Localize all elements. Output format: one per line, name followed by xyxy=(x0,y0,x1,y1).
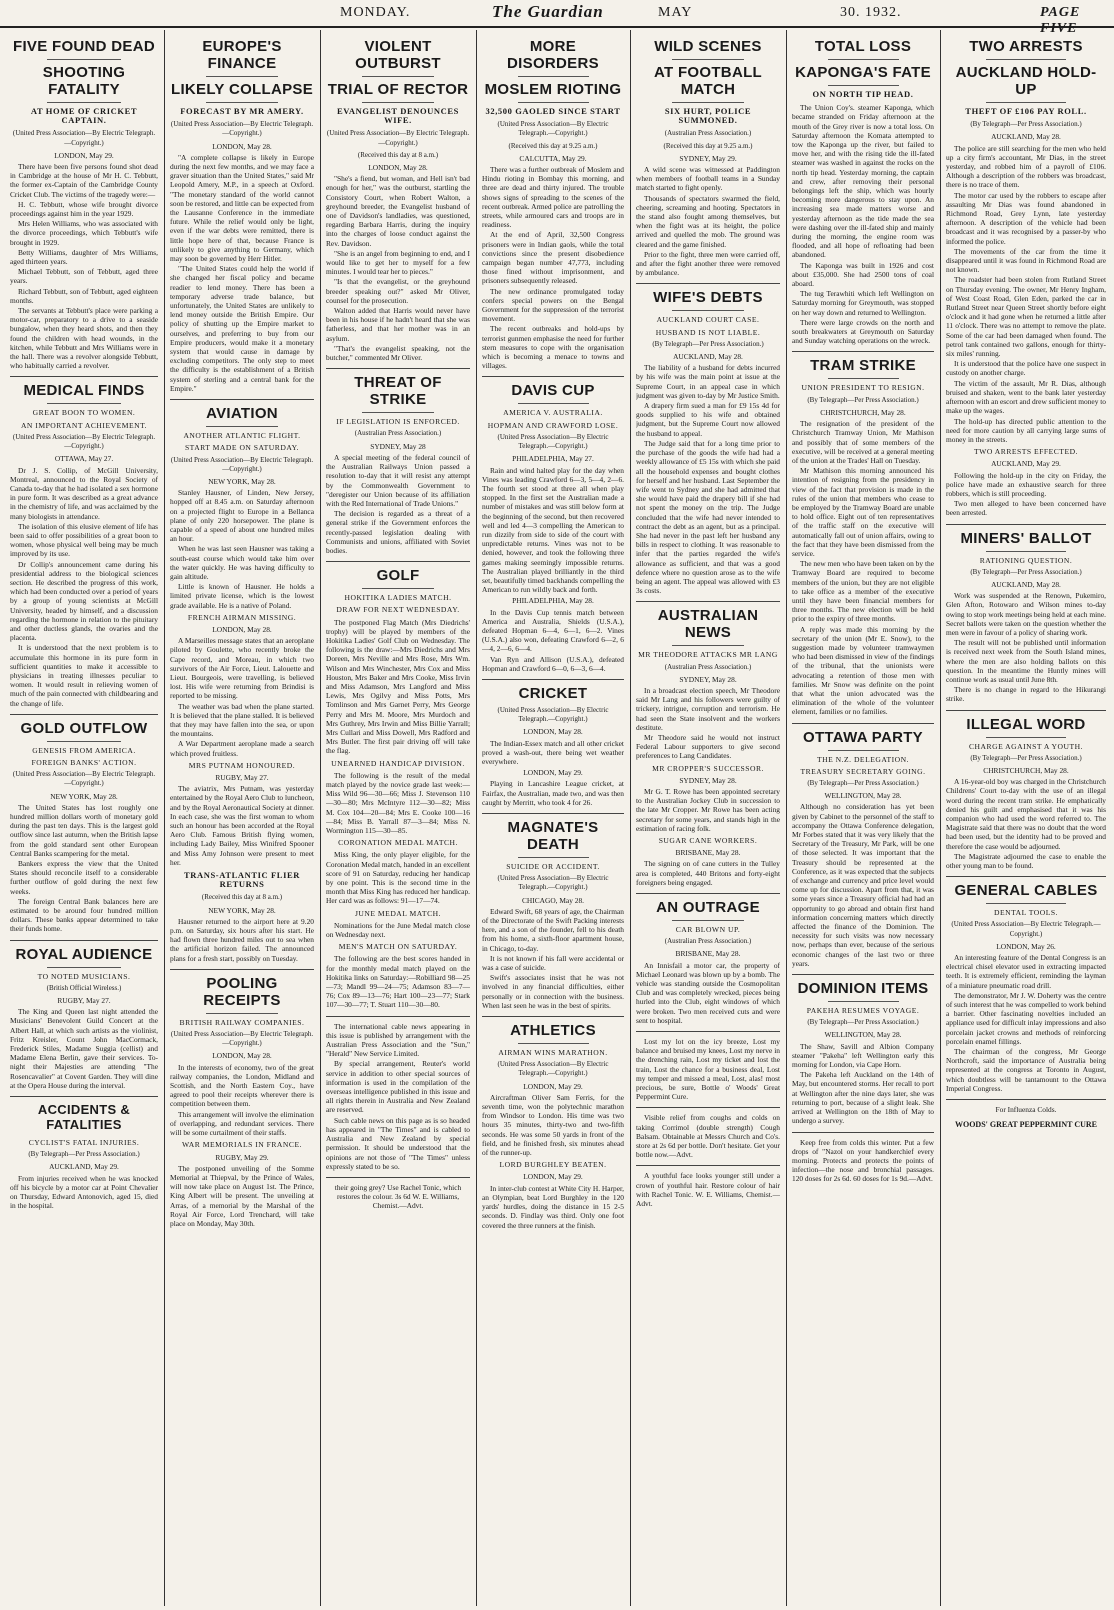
headline: DOMINION ITEMS xyxy=(797,980,929,998)
headline: MORE DISORDERS xyxy=(507,38,599,72)
paragraph: From injuries received when he was knocked off his bicycle by a motor car at Point Chevalier on Thursday, Edward Antonovich, aged 15, died in the hospital. xyxy=(10,1173,158,1211)
paragraph: An interesting feature of the Dental Congress is an electrical chisel elevator used in extracting impacted teeth. It is extremely efficient, reminding the layman of a miniature pneumatic road drill. xyxy=(946,953,1106,990)
column-rule xyxy=(786,30,787,1606)
received-note: (Received this day at 9.25 a.m.) xyxy=(663,141,753,150)
advertisement: Keep free from colds this winter. Put a few drops of "Nazol on your handkerchief every morning. Protects and protects the points of infection—the nose and bronchial passages. 120 doses for 2s 6d. 60 doses for 1s 9d.—Advt. xyxy=(792,1137,934,1184)
source-credit: (United Press Association—By Electric Telegraph.—Copyright.) xyxy=(12,432,156,451)
paragraph: The tug Terawhiti which left Wellington on Saturday morning for Greymouth, was stopped on her way down and returned to Wellington. xyxy=(792,289,934,317)
subheadline: FORECAST BY MR AMERY. xyxy=(180,106,304,116)
paragraph: A 16-year-old boy was charged in the Christchurch Childrens' Court to-day with the use of an illegal word during the recent tram strike. He emphatically denied his guilt and emphasised that it was his companion who had used the word referred to. The Magistrate said that there was no doubt that the word had been used, but the identity had to be proved and therefore the case would be adjourned. xyxy=(946,777,1106,851)
subheadline: START MADE ON SATURDAY. xyxy=(184,443,300,453)
column-rule xyxy=(940,30,941,1606)
source-credit: (By Telegraph—Per Press Association.) xyxy=(807,1018,919,1027)
headline: AVIATION xyxy=(206,405,278,423)
subheadline: MR THEODORE ATTACKS MR LANG xyxy=(638,650,778,660)
subheadline: TREASURY SECRETARY GOING. xyxy=(800,766,926,776)
dateline: WELLINGTON, May 28. xyxy=(824,1030,902,1040)
headline: AUSTRALIAN NEWS xyxy=(657,607,759,642)
paragraph: The United States has lost roughly one hundred million dollars worth of monetary gold during the past ten days. This is the largest gold outflow since last autumn, when the British lapse from the gold standard sent other European Central Banks scampering for the metal. xyxy=(10,802,158,858)
story-royal-audience xyxy=(10,946,158,1090)
received-note: (Received this day at 8 a.m.) xyxy=(201,893,283,902)
source-credit: (Australian Press Association.) xyxy=(664,129,752,138)
paragraph: The signing on of cane cutters in the Tulley area is completed, 440 Britons and forty-eight foreigners being engaged. xyxy=(636,859,780,887)
paragraph: The aviatrix, Mrs Putnam, was yesterday entertained by the Royal Aero Club to luncheon, and by the Royal Aeronautical Society at dinner. In each case, she was the first woman to whom such an honour has been accorded at the Royal Aero Club. Famous British flying women, including Lady Bailey, Miss Winifred Spooner and Miss Amy Johnson were present to meet her. xyxy=(170,784,314,867)
story-athletics xyxy=(482,1022,624,1230)
paragraph: In the Davis Cup tennis match between America and Australia, Shields (U.S.A.), defeated Hopman 6—4, 6—1, 6—2. Vines (U.S.A.) also won, defeating Crawford 6—2, 6—4, 2—6, 6—4. xyxy=(482,607,624,654)
paragraph: Walton added that Harris would never have been in his house if he hadn't heard that she was fatherless, and that her mother was in an asylum. xyxy=(326,306,470,343)
dateline: SYDNEY, May 29. xyxy=(679,153,737,163)
masthead xyxy=(0,0,1114,36)
story-violent-outburst xyxy=(326,38,470,362)
paragraph: The Pakeha left Auckland on the 14th of May, but encountered storms. Her recall to port at Wellington after the nine days later, she was returning to port, because of a slight leak. She arrived at Wellington on the 18th of May to undergo a survey. xyxy=(792,1070,934,1126)
headline: WIFE'S DEBTS xyxy=(653,289,763,307)
subheadline: IF LEGISLATION IS ENFORCED. xyxy=(336,417,460,427)
dateline: AUCKLAND, May 28. xyxy=(991,579,1061,589)
advertisement: A youthful face looks younger still under a crown of youthful hair. Restore colour of hair with Rachel Tonic. W. E. Williams, Chemist.—Advt. xyxy=(636,1171,780,1209)
column-3 xyxy=(326,34,470,1604)
story-pooling-receipts xyxy=(170,975,314,1228)
column-1 xyxy=(10,34,158,1604)
subheadline: TO NOTED MUSICIANS. xyxy=(37,971,131,981)
dateline: LONDON, May 29. xyxy=(54,150,114,160)
dateline: CHRISTCHURCH, May 28. xyxy=(820,407,906,417)
column-4 xyxy=(482,34,624,1604)
subheadline: GREAT BOON TO WOMEN. xyxy=(32,408,136,418)
dateline: BRISBANE, May 28. xyxy=(675,949,741,959)
dateline: WELLINGTON, May 28. xyxy=(824,791,902,801)
paragraph: Playing in Lancashire League cricket, at Fairfax, the Australian, made two, and was then caught by Merritt, who took 4 for 26. xyxy=(482,779,624,807)
subheadline: MR CROPPER'S SUCCESSOR. xyxy=(652,763,764,773)
paragraph: Such cable news on this page as is so headed has appeared in "The Times" and is cabled to Australia and New Zealand by special permission. It should be understood that the opinions are not those of "The Times" unless expressly stated to be so. xyxy=(326,1115,470,1171)
story-tram-strike xyxy=(792,357,934,716)
cable-news-notice xyxy=(326,1022,470,1171)
paragraph: This arrangement will involve the elimination of overlapping, and redundant services. There will be some curtailment of their staffs. xyxy=(170,1109,314,1138)
paragraph: There have been five persons found shot dead in Cambridge at the house of Mr H. C. Tebbutt, the former ex-Captain of the Cambridge County Cricket Club. The victims of the tragedy were:— xyxy=(10,162,158,199)
paragraph: An Innisfail a motor car, the property of Michael Leonard was blown up by a bomb. The vehicle was standing outside the Cosmopolitan Club and was completely wrecked, pieces being hurled into the Club, eight windows of which were broken. Two men received cuts and were sent to hospital. xyxy=(636,960,780,1025)
source-credit: (By Telegraph—Per Press Association.) xyxy=(807,395,919,404)
subheadline: LIKELY COLLAPSE xyxy=(170,81,314,98)
subheadline: AMERICA V. AUSTRALIA. xyxy=(503,408,603,418)
headline: DAVIS CUP xyxy=(511,382,595,400)
paragraph: The new ordinance promulgated today confers special powers on the Bengal Government for the suppression of the terrorist movement. xyxy=(482,286,624,324)
paragraph: The Shaw, Savill and Albion Company steamer "Pakeha" left Wellington early this morning for London, via Cape Horn. xyxy=(792,1041,934,1070)
paragraph: "That's the evangelist speaking, not the butcher," commented Mr Oliver. xyxy=(326,343,470,363)
paragraph: The victim of the assault, Mr R. Dias, although bruised and shaken, went to the bank later yesterday afternoon with an escort and drew sufficient money to make up the wages. xyxy=(946,378,1106,416)
source-credit: (By Telegraph—Per Press Association.) xyxy=(807,779,919,787)
source-credit: (By Telegraph—Per Press Association.) xyxy=(970,753,1082,762)
story-aviation xyxy=(170,405,314,963)
source-credit: (United Press Association—By Electric Telegraph.—Copyright.) xyxy=(170,120,314,138)
headline: EUROPE'S FINANCE xyxy=(202,38,282,72)
subheadline: THEFT OF £106 PAY ROLL. xyxy=(965,106,1087,116)
dateline: BRISBANE, May 28. xyxy=(675,848,741,858)
paragraph: The weather was bad when the plane started. It is believed that the plane stalled. It is believed that they may have fallen into the sea, or upon the mountains. xyxy=(170,701,314,739)
headline: ILLEGAL WORD xyxy=(966,715,1086,733)
paragraph: The recent outbreaks and hold-ups by terrorist gunmen emphasise the need for further stern measures to cope with the organisation which is becoming a menace to towns and villages. xyxy=(482,324,624,371)
advertisement: their going grey? Use Rachel Tonic, which restores the colour. 3s 6d W. E. Williams, Chemist.—Advt. xyxy=(334,1182,462,1211)
dateline: LONDON, May 28. xyxy=(212,624,272,634)
subheadline: 32,500 GAOLED SINCE START xyxy=(485,106,621,116)
source-credit: (Australian Press Association.) xyxy=(664,662,752,671)
advertisement: For Influenza Colds. xyxy=(995,1105,1057,1115)
source-credit: (United Press Association—By Electric Telegraph.—Copyright.) xyxy=(12,770,156,788)
headline: GENERAL CABLES xyxy=(954,882,1098,900)
source-credit: (By Telegraph—Per Press Association.) xyxy=(970,120,1082,129)
dateline: CHICAGO, May 28. xyxy=(522,895,584,905)
paragraph: The hold-up has directed public attention to the need for more caution by all carrying large sums of money in the streets. xyxy=(946,416,1106,444)
dateline: LONDON, May 28. xyxy=(212,141,272,151)
paragraph: The demonstrator, Mr J. W. Doherty was the centre of such interest that he was compelled to work behind a barrier. Other fascinating novelties included an appliance used for difficult inlay impressions and also porcelain jacket crowns and methods of reinforcing porcelain enamel fillings. xyxy=(946,990,1106,1046)
paragraph: It is understood that the police have one suspect in custody on another charge. xyxy=(946,359,1106,378)
paragraph: In inter-club contest at White City H. Harper, an Olympian, beat Lord Burghley in the 120 yards' hurdles, doing the distance in 15 2-5 seconds. D. Findlay was third. Only one foot covered the three runners at the finish. xyxy=(482,1183,624,1230)
source-credit: (By Telegraph—Per Press Association.) xyxy=(970,567,1082,576)
paragraph: Bankers express the view that the United States should reconcile itself to a considerable further outflow of gold during the next few weeks. xyxy=(10,859,158,896)
dateline: SYDNEY, May 28. xyxy=(679,775,737,785)
paragraph: The chairman of the congress, Mr George Northcroft, said the importance of Australia being represented at the congress at Toronto in August, which doubtless will be tantamount to the Ottawa Imperial Congress. xyxy=(946,1047,1106,1093)
dateline: LONDON, May 28. xyxy=(368,163,428,173)
source-credit: (United Press Association—By Electric Telegraph.—Copyright.) xyxy=(951,920,1101,938)
masthead-paper-title: The Guardian xyxy=(492,2,604,21)
column-rule xyxy=(630,30,631,1606)
story-miners-ballot xyxy=(946,530,1106,704)
headline: CRICKET xyxy=(518,684,588,702)
paragraph: The liability of a husband for debts incurred by his wife was the main point at issue at the Supreme Court, in an appeal case in which judgment was given to-day by Mr Justice Smith. xyxy=(636,363,780,400)
headline: TOTAL LOSS xyxy=(814,38,912,55)
headline: ROYAL AUDIENCE xyxy=(15,945,153,963)
dateline: LONDON, May 28. xyxy=(523,727,583,737)
story-australian-news xyxy=(636,607,780,887)
paragraph: "She is an angel from beginning to end, and I would like to get her to myself for a few minutes. I would tear her to pieces." xyxy=(326,248,470,277)
paragraph: Little is known of Hausner. He holds a limited private license, which is the lowest grade available. He is a native of Poland. xyxy=(170,582,314,610)
source-credit: (By Telegraph—Per Press Association.) xyxy=(652,339,764,348)
paragraph: A special meeting of the federal council of the Australian Railways Union passed a resolution to-day that it will resist any attempt by the Commonwealth Government to "deregister our Union because of its affiliation with the Red International of Trade Unions." xyxy=(326,452,470,508)
subheadline: LORD BURGHLEY BEATEN. xyxy=(499,1160,607,1170)
headline: THREAT OF STRIKE xyxy=(354,374,442,409)
headline: OTTAWA PARTY xyxy=(803,728,923,746)
subheadline: CORONATION MEDAL MATCH. xyxy=(338,838,458,848)
headline: AN OUTRAGE xyxy=(656,899,760,917)
dateline: SYDNEY, May 28. xyxy=(679,674,737,684)
subheadline: AUCKLAND COURT CASE. xyxy=(656,315,760,325)
paragraph: A reply was made this morning by the secretary of the union (Mr E. Snow), to the suggestion made by volunteer tramwaymen who had been dismissed in view of the findings of the tribunal, that the unionists were advocating a retention of those men with families. Mr Snow was definite on the point that what the union advocated was the elimination of the whole of the volunteer element, families or no families. xyxy=(792,624,934,717)
dateline: LONDON, May 29. xyxy=(523,768,583,778)
subheadline: TRANS-ATLANTIC FLIER RETURNS xyxy=(184,870,300,890)
headline: TRAM STRIKE xyxy=(810,357,916,375)
paragraph: "She's a fiend, but woman, and Hell isn't bad enough for her," was the outburst, startling the Consistory Court, when Robert Walton, a greyhound breeder, the Evangelist husband of one of Davidson's landladies, was questioned, regarding Barbara Harris, during the inquiry into the charges of loose conduct against the Rev. Davidson. xyxy=(326,174,470,248)
dateline: CALCUTTA, May 29. xyxy=(519,153,587,163)
subheadline: FRENCH AIRMAN MISSING. xyxy=(187,612,297,622)
dateline: RUGBY, May 27. xyxy=(215,773,269,782)
headline: FIVE FOUND DEAD xyxy=(12,38,155,55)
story-cricket xyxy=(482,685,624,807)
dateline: AUCKLAND, May 29. xyxy=(991,459,1061,469)
subheadline: HOPMAN AND CRAWFORD LOSE. xyxy=(487,420,619,430)
column-7 xyxy=(946,34,1106,1604)
story-wifes-debts xyxy=(636,289,780,595)
paragraph: The Union Coy's. steamer Kaponga, which became stranded on Friday afternoon at the mouth of the Grey river is now a total loss. On Saturday afternoon the Komata attempted to tow the Kaponga up the river, but failed to move her, and with the rising tide the ill-fated steamer was washed in against the rocks on the north tip head. Yesterday morning, the captain and crew, after removing their personal belongings left the ship, which was hourly becoming more dangerous to stay upon. An increasing sea made matters worse and yesterday afternoon as the tide made the sea were dashing over the ill-fated ship and mainly during the morning, the engine room was flooded, and all hope of refloating had been abandoned. xyxy=(792,103,934,260)
story-two-arrests xyxy=(946,38,1106,518)
masthead-day: MONDAY. xyxy=(340,5,411,20)
source-credit: (Australian Press Association.) xyxy=(664,937,752,946)
subheadline: ON NORTH TIP HEAD. xyxy=(812,89,914,99)
story-dominion-items xyxy=(792,980,934,1125)
paragraph: Thousands of spectators swarmed the field, cheering, screaming and hooting. Spectators in the stand also fought among themselves, but when the fight was at its height, the police arrived and quelled the mob. The ground was cleared and the game finished. xyxy=(636,193,780,249)
paragraph: There was a further outbreak of Moslem and Hindu rioting in Bombay this morning, and three are dead and thirty injured. The trouble shows signs of spreading to the scenes of the recent outbreak. Armed police are patrolling the streets, while armoured cars and troops are in readiness. xyxy=(482,165,624,230)
paragraph: H. C. Tebbutt, whose wife brought divorce proceedings against him in the year 1929. xyxy=(10,199,158,219)
subheadline: WAR MEMORIALS IN FRANCE. xyxy=(181,1140,302,1150)
subheadline: RATIONING QUESTION. xyxy=(979,555,1073,565)
story-an-outrage xyxy=(636,899,780,1025)
paragraph: Stanley Hausner, of Linden, New Jersey, hopped off at 8.45 a.m. on Saturday afternoon on a projected flight to Europe in a Bellanca plane of only 220 horsepower. The plane is capable of a speed of about one hundred miles an hour. xyxy=(170,488,314,544)
headline: GOLD OUTFLOW xyxy=(20,719,148,737)
paragraph: By special arrangement, Reuter's world service in addition to other special sources of information is used in the compilation of the overseas intelligence published in this issue and all rights therein in Australia and New Zealand are reserved. xyxy=(326,1059,470,1115)
advertisement-title: WOODS' GREAT PEPPERMINT CURE xyxy=(954,1120,1097,1130)
headline: TWO ARRESTS xyxy=(969,38,1083,55)
paragraph: The isolation of this elusive element of life has been said to offer possibilities of a great boon to women, whose physical well being may be much improved by its use. xyxy=(10,521,158,559)
paragraph: Work was suspended at the Renown, Pukemiro, Glen Afton, Rotowaro and Wilson mines to-day owing to stop work meetings being held at each mine. Secret ballots were taken on the question whether the men were in favour of a policy of sharing work. xyxy=(946,591,1106,637)
subheadline: ANOTHER ATLANTIC FLIGHT. xyxy=(183,431,301,441)
dateline: AUCKLAND, May 28. xyxy=(991,132,1061,142)
dateline: RUGBY, May 29. xyxy=(215,1152,269,1162)
paragraph: Miss King, the only player eligible, for the Coronation Medal match, handed in an excellent score of 91 on Saturday, reducing her handicap by one point. This is the second time in the month that Miss King has reduced her handicap. Her card was as follows: 91—17—74. xyxy=(326,850,470,906)
paragraph: The Kaponga was built in 1926 and cost about £35,000. She had 2500 tons of coal aboard. xyxy=(792,260,934,289)
paragraph: Betty Williams, daughter of Mrs Williams, aged thirteen years. xyxy=(10,247,158,267)
subheadline: FOREIGN BANKS' ACTION. xyxy=(31,757,137,767)
subheadline: PAKEHA RESUMES VOYAGE. xyxy=(806,1006,920,1016)
subheadline: AT HOME OF CRICKET CAPTAIN. xyxy=(30,106,138,126)
paragraph: Nominations for the June Medal match close on Wednesday next. xyxy=(326,920,470,940)
dateline: LONDON, May 29. xyxy=(523,1172,583,1182)
dateline: RUGBY, May 27. xyxy=(57,996,111,1006)
story-wild-scenes xyxy=(636,38,780,277)
story-total-loss xyxy=(792,38,934,345)
paragraph: Hausner returned to the airport here at 9.20 p.m. on Saturday, six hours after his start. He had flown three hundred miles out to sea when the artificial horizon failed. The announced plans for a fresh start, possibly on Tuesday. xyxy=(170,916,314,963)
paragraph: The result will not be published until information is received next week from the South Island mines, where the men are also holding ballots on this question. In the meantime the Huntly mines will continue work as usual until June 8th. xyxy=(946,638,1106,684)
paragraph: Van Ryn and Allison (U.S.A.), defeated Hopman and Crawford 6—0, 6—3, 6—4. xyxy=(482,654,624,673)
paragraph: The new men who have been taken on by the Tramway Board are required to become members of the union, but they are not eligible to take office as a member of the executive until they have been financial members for three months. The new election will be held prior to the expiry of three months. xyxy=(792,559,934,624)
paragraph: In the interests of economy, two of the great railway companies, the London, Midland and Scottish, and the North Eastern Coy., have agreed to pool their receipts wherever there is competition between them. xyxy=(170,1062,314,1109)
subheadline: GENESIS FROM AMERICA. xyxy=(32,745,136,755)
subheadline: DRAW FOR NEXT WEDNESDAY. xyxy=(336,605,460,615)
paragraph: The King and Queen last night attended the Musicians' Benevolent Guild Concert at the Albert Hall, at which such artists as the violinist, Fritz Kreisler, Count John MacCormack, Frederick Stiles, Madame Suggia (cellist) and Madame Elena Berlin, gave their services. To-night their Majesties are attending "The Rosencavalier" at Covent Garden. They will dine at the Opera House during the interval. xyxy=(10,1007,158,1090)
subheadline: AN IMPORTANT ACHIEVEMENT. xyxy=(20,420,148,430)
subheadline: SHOOTING FATALITY xyxy=(42,64,126,98)
paragraph: Dr Collip's announcement came during his presidential address to the biological sciences section. He described the progress of this work, which had been conducted over a period of years by a group of young scientists at McGill University, headed by himself, and a discussion regarding the hormone in relation to the pituitary and other ductless glands, the ovaries and the placenta. xyxy=(10,559,158,643)
dateline: NEW YORK, May 28. xyxy=(50,791,118,801)
column-rule xyxy=(320,30,321,1606)
paragraph: There is no change in regard to the Hikurangi strike. xyxy=(946,685,1106,704)
subheadline: BRITISH RAILWAY COMPANIES. xyxy=(179,1017,305,1027)
subheadline: MRS PUTNAM HONOURED. xyxy=(188,760,296,770)
story-golf xyxy=(326,567,470,1010)
paragraph: The motor car used by the robbers to escape after assaulting Mr Dias was found abandoned in Richmond Road, Grey Lynn, late yesterday afternoon. A description of the vehicle had been broadcast and it was recognised by a passer-by who informed the police. xyxy=(946,190,1106,246)
source-credit: (Australian Press Association.) xyxy=(354,429,442,438)
paragraph: A drapery firm sued a man for £9 15s 4d for goods supplied to his wife and obtained judgment, but the Supreme Court now allowed the husband to appeal. xyxy=(636,401,780,438)
source-credit: (United Press Association—By Electric Telegraph.—Copyright.) xyxy=(170,455,314,473)
paragraph: A War Department aeroplane made a search which proved fruitless. xyxy=(170,739,314,758)
subheadline: EVANGELIST DENOUNCES WIFE. xyxy=(337,106,459,126)
subheadline: UNION PRESIDENT TO RESIGN. xyxy=(801,383,925,393)
source-credit: (United Press Association—By Electric Telegraph.—Copyright.) xyxy=(497,120,609,138)
subheadline: UNEARNED HANDICAP DIVISION. xyxy=(331,758,465,768)
subheadline: JUNE MEDAL MATCH. xyxy=(354,908,442,918)
dateline: AUCKLAND, May 28. xyxy=(673,352,743,362)
headline: POOLING RECEIPTS xyxy=(203,974,281,1009)
dateline: LONDON, May 28. xyxy=(212,1051,272,1061)
story-ottawa-party xyxy=(792,729,934,968)
source-credit: (By Telegraph—Per Press Association.) xyxy=(28,1150,140,1159)
dateline: LONDON, May 26. xyxy=(996,941,1056,951)
subheadline: CHARGE AGAINST A YOUTH. xyxy=(968,741,1084,751)
subheadline: AUCKLAND HOLD-UP xyxy=(955,64,1097,98)
source-credit: (United Press Association—By Electric Telegraph.—Copyright.) xyxy=(497,874,609,892)
column-rule xyxy=(476,30,477,1606)
paragraph: A wild scene was witnessed at Paddington when members of football teams in a Sunday match started to fight openly. xyxy=(636,165,780,193)
dateline: PHILADELPHIA, May 27. xyxy=(512,454,594,464)
subheadline: HOKITIKA LADIES MATCH. xyxy=(344,593,452,603)
masthead-page-number: PAGE FIVE xyxy=(1040,5,1081,36)
story-five-found-dead xyxy=(10,38,158,370)
paragraph: Two men alleged to have been concerned have been arrested. xyxy=(946,499,1106,518)
paragraph: Dr J. S. Collip, of McGill University, Montreal, announced to the Royal Society of Canada to-day that he had isolated a sex hormone in pure form. It was described as a great advance in the chemistry of life, and was acclaimed by the many biologists in attendance. xyxy=(10,465,158,521)
story-threat-of-strike xyxy=(326,374,470,555)
paragraph: It is not known if his fall were accidental or was a case of suicide. xyxy=(482,953,624,973)
paragraph: The postponed Flag Match (Mrs Diedrichs' trophy) will be played by members of the Hokitika Ladies' Golf Club on Wednesday. The following is the draw:—Mrs Diedrichs and Mrs Doreen, Mrs Neville and Mrs Rose, Mrs Wm. Wilson and Mrs Winchester, Mrs Cox and Miss Houston, Mrs Baker and Mrs Cooke, Miss Irvin and Miss Adamson, Mrs Langford and Miss Lewis, Mrs Ogilvy and Miss Potts, Mrs Tomlinson and Mrs Garnet Perry, Mrs George Perry and Mrs M. Moore, Mrs Murdoch and Mrs Guthrey, Mrs Irwin and Miss Billie Yarrall; Mrs Cullari and Miss Dowell, Mrs Radford and Mrs Butler. The first pair driving off will take the flag. xyxy=(326,617,470,756)
paragraph: "Is that the evangelist, or the greyhound breeder speaking out?" asked Mr Oliver, counsel for the prosecution. xyxy=(326,277,470,305)
paragraph: The foreign Central Bank balances here are estimated to be around four hundred million dollars. These banks appear determined to take their funds home. xyxy=(10,896,158,934)
paragraph: Mr G. T. Rowe has been appointed secretary to the Australian Jockey Club in succession to the late Mr Cropper. Mr Rowe has been acting secretary for some years, and stands high in the estimation of racing folk. xyxy=(636,786,780,833)
paragraph: It is understood that the next problem is to accumulate this hormone in its pure form in sufficient quantities to make it accessible to physicians in treating illnesses peculiar to women. It would result in relieving women of much of the pain connected with childbearing and the change of life. xyxy=(10,643,158,708)
paragraph: Rain and wind halted play for the day when Vines was leading Crawford 6—3, 5—4, 2—6. The fourth set stood at three all when play stopped. In the first set the Australian made a number of mistakes and was still below form at the beginning of the second, but then recovered well and led 4—3 compelling the American to run dizzily from side to side of the court with unpredictable returns. Vines was not to be denied, however, and took the following three games making seemingly impossible returns. The Australian played brilliantly in the third set, beautifully timed backhands compelling the American to run wildly back and forth. xyxy=(482,465,624,595)
dateline: AUCKLAND, May 29. xyxy=(49,1162,119,1172)
headline: ACCIDENTS & FATALITIES xyxy=(37,1102,131,1133)
paragraph: Mr Theodore said he would not instruct Federal Labour supporters to give second preferences to Lang Candidates. xyxy=(636,732,780,761)
subheadline: SUICIDE OR ACCIDENT. xyxy=(506,862,600,871)
subheadline: MEN'S MATCH ON SATURDAY. xyxy=(338,942,458,952)
headline: WILD SCENES xyxy=(654,38,762,55)
subheadline: MOSLEM RIOTING xyxy=(484,81,622,98)
masthead-month: MAY xyxy=(658,5,693,20)
source-credit: (United Press Association—By Electric Telegraph.—Copyright.) xyxy=(497,432,609,451)
dateline: OTTAWA, May 27. xyxy=(54,454,114,464)
dateline: PHILADELPHIA, May 28. xyxy=(512,596,594,606)
source-credit: (United Press Association—By Electric Telegraph.—Copyright.) xyxy=(497,1060,609,1078)
headline: MINERS' BALLOT xyxy=(960,529,1092,547)
paragraph: Richard Tebbutt, son of Tebbutt, aged eighteen months. xyxy=(10,286,158,305)
story-accidents xyxy=(10,1102,158,1210)
paragraph: When he was last seen Hausner was taking a south-east course which would take him over the water quickly. He was having difficulty to gain altitude. xyxy=(170,544,314,581)
subheadline: SUGAR CANE WORKERS. xyxy=(658,836,758,845)
paragraph: Swift's associates insist that he was not involved in any financial difficulties, either personally or in connection with the business. When last seen he was in the best of spirits. xyxy=(482,973,624,1010)
paragraph: The international cable news appearing in this issue is published by arrangement with the Australian Press Association and the "Sun," "Herald" New Service Limited. xyxy=(326,1021,470,1059)
paragraph: The decision is regarded as a threat of a general strike if the Government enforces the recently-passed legislation dealing with Communists and unions, affiliated with Soviet bodies. xyxy=(326,509,470,555)
paragraph: There were large crowds on the north and south breakwaters at Greymouth on Saturday and Sunday watching operations on the wreck. xyxy=(792,317,934,346)
paragraph: The resignation of the president of the Christchurch Tramway Union, Mr Mathison and possibly that of some members of the executive, will be received at a general meeting of the union at the Trades' Hall on Tuesday. xyxy=(792,419,934,465)
paragraph: Mr Mathison this morning announced his intention of resigning from the presidency in view of the fact that provision is made in the rules of the union that members who cease to be employed by the Tramway Board are unable to hold office. Eight out of ten representatives of the traffic staff on the executive will automatically fall out of union affairs, owing to the fact that they have been dismissed from the service. xyxy=(792,466,934,558)
headline: VIOLENT OUTBURST xyxy=(355,38,441,72)
story-medical-finds xyxy=(10,382,158,707)
paragraph: The police are still searching for the men who held up a city firm's accountant, Mr Dias, in the street yesterday, and robbed him of a payroll of £106. Although a description of the robbers was broadcast, there is no trace of them. xyxy=(946,143,1106,190)
paragraph: The servants at Tebbutt's place were parking a motor-car, preparatory to a drive to a seaside bungalow, when they heard shots, and then they found the children with head wounds, in the kitchen, while Tebbutt and Mrs Williams were in the hall. There was a revolver alongside Tebbutt, who habitually carried a revolver. xyxy=(10,306,158,371)
paragraph: The following are the best scores handed in for the monthly medal match played on the Hokitika links on Saturday:—Robilliard 98—25—73; Mandl 99—24—75; Adamson 83—7—76; Cox 89—13—76; Hart 100—23—77; Stark 107—30—77; T. Stuart 110—30—80. xyxy=(326,954,470,1010)
headline: MAGNATE'S DEATH xyxy=(507,819,599,853)
subheadline: HUSBAND IS NOT LIABLE. xyxy=(655,327,761,337)
paragraph: A Marseilles message states that an aeroplane piloted by Goulette, who recently broke the Cape record, and Moreau, in which two survivors of the Air Force, Lieut. Lalouette and Lieut. Bourgeois, were travelling, is believed lost. His wife were returning from Brindisi is reported to be missing. xyxy=(170,636,314,701)
column-rule xyxy=(164,30,165,1606)
paragraph: Although no consideration has yet been given by Cabinet to the personnel of the staff to accompany the Ottawa Conference delegation, Mr Forbes stated that it was very likely that the Secretary of the Treasury, Mr Park, will be one of those selected. It was important that the Treasury should be represented at the Conference, as it was expected that the subjects of exchange and currency and price level would come up for discussion. Apart from that, it was some years since a Treasury official had had an opportunity to go abroad and obtain first hand information concerning matters which directly affected the finance of the Dominion. The necessity for such visits was now necessary now, perhaps than ever, because of the serious economic changes of the last two or three years. xyxy=(792,802,934,968)
paragraph: The Indian-Essex match and all other cricket proved a wash-out, there being wet weather everywhere. xyxy=(482,738,624,766)
subheadline: AT FOOTBALL MATCH xyxy=(654,64,762,98)
paragraph: At the end of April, 32,500 Congress prisoners were in Indian gaols, while the total convictions since the present disobedience campaign began number 47,773, including those fined without imprisonment, and prisoners subsequently released. xyxy=(482,230,624,286)
column-2 xyxy=(170,34,314,1604)
masthead-date: 30. 1932. xyxy=(840,5,902,20)
story-davis-cup xyxy=(482,382,624,672)
source-credit: (United Press Association—By Electric Telegraph.—Copyright.) xyxy=(12,129,156,147)
story-gold-outflow xyxy=(10,720,158,934)
paragraph: The postponed unveiling of the Somme Memorial at Thiepval, by the Prince of Wales, will now take place on August 1st. The Prince, King Albert will be present. The unveiling at Arras, of a memorial by the Marshal of the Royal Air Force, Lord Trenchard, will take place on Monday, May 30th. xyxy=(170,1163,314,1228)
paragraph: Michael Tebbutt, son of Tebbutt, aged three years. xyxy=(10,267,158,286)
paragraph: "A complete collapse is likely in Europe during the next few months, and we may face a graver situation than the United States," said Mr Leopold Amery, M.P., in a speech at Oxford. "The monetary standard of the world cannot soon be restored, and little can be expected from the Lausanne Conference in the immediate future. While the relief would only be light, even if the war debts were remitted, there is little hope here of that, because France is unlikely to give anything to Germany, which may soon be governed by Herr Hitler. xyxy=(170,152,314,264)
dateline: NEW YORK, May 28. xyxy=(208,905,276,915)
column-6 xyxy=(792,34,934,1604)
headline: ATHLETICS xyxy=(510,1022,596,1040)
subheadline: TWO ARRESTS EFFECTED. xyxy=(974,447,1078,457)
paragraph: The movements of the car from the time it disappeared until it was found in Richmond Road are not known. xyxy=(946,246,1106,275)
subheadline: KAPONGA'S FATE xyxy=(795,64,931,81)
paragraph: Edward Swift, 68 years of age, the Chairman of the Directorate of the Swift Packing interests here, and a son of the founder, fell to his death from his home, a sixth-floor apartment house, in Chicago, to-day. xyxy=(482,906,624,953)
source-credit: (United Press Association—By Electric Telegraph.—Copyright.) xyxy=(326,129,470,147)
subheadline: CAR BLOWN UP. xyxy=(675,925,741,935)
story-illegal-word xyxy=(946,716,1106,871)
paragraph: The Magistrate adjourned the case to enable the other young man to be found. xyxy=(946,851,1106,871)
subheadline: CYCLIST'S FATAL INJURIES. xyxy=(28,1138,140,1148)
subheadline: AIRMAN WINS MARATHON. xyxy=(498,1048,608,1058)
source-credit: (British Official Wireless.) xyxy=(46,983,122,992)
paragraph: Mrs Helen Williams, who was associated with the divorce proceedings, which Tebbutt's wife brought in 1929. xyxy=(10,219,158,247)
paragraph: The roadster had been stolen from Rutland Street on Thursday evening. The owner, Mr Henry Ingham, of West Coast Road, Glen Eden, parked the car in Rutland Street near Queen Street shortly before eight o'clock and it had gone when he returned a little after 11 o'clock. There was no attempt to remove the plate. Some of the car had been damaged when found. The petrol tank contained two gallons, enough for thirty-six miles' running. xyxy=(946,275,1106,359)
received-note: (Received this day at 8 a.m.) xyxy=(357,150,439,159)
paragraph: The following is the result of the medal match played by the novice grade last week:—Miss Wild 96—30—66; Miss J. Stevenson 110—30—80; Mrs McIntyre 112—30—82; Miss M. Cox 104—20—84; Mrs E. Cooke 100—16—84; Miss B. Yarrall 87—3—84; Miss N. Wormington 115—30—85. xyxy=(326,770,470,835)
headline: GOLF xyxy=(376,567,420,585)
dateline: LONDON, May 29. xyxy=(523,1081,583,1091)
received-note: (Received this day at 9.25 a.m.) xyxy=(508,141,598,150)
column-5 xyxy=(636,34,780,1604)
paragraph: In a broadcast election speech, Mr Theodore said Mr Lang and his followers were guilty of trickery, intrigue, corruption and terrorism. He had seen the State insolvent and the workers destitute. xyxy=(636,685,780,732)
paragraph: Prior to the fight, three men were carried off, and after the fight another three were removed by ambulance. xyxy=(636,249,780,278)
subheadline: TRIAL OF RECTOR xyxy=(327,81,469,98)
paragraph: Aircraftman Oliver Sam Ferris, for the seventh time, won the polytechnic marathon from Windsor to London. His time was two hours 35 minutes, thirty-two and two-fifth seconds. He was some 50 yards in front of the field, and he finished fresh, six minutes ahead of the runner-up. xyxy=(482,1092,624,1158)
headline: MEDICAL FINDS xyxy=(23,382,145,400)
dateline: SYDNEY, May 28 xyxy=(370,441,426,451)
source-credit: (United Press Association—By Electric Telegraph.—Copyright.) xyxy=(497,705,609,724)
story-europes-finance xyxy=(170,38,314,393)
paragraph: Following the hold-up in the city on Friday, the police have made an exhaustive search for three robbers, which is still proceeding. xyxy=(946,470,1106,498)
advertisement: Visible relief from coughs and colds on taking Corrimol (double strength) Cough Balsam. Obtainable at Messrs Church and Co's. store at 2s 6d per bottle. Don't hesitate. Get your bottle now.—Advt. xyxy=(636,1113,780,1160)
story-magnates-death xyxy=(482,819,624,1010)
paragraph: "The United States could help the world if she changed her fiscal policy and became readier to lend money. There has been a temporary adverse trade balance, but unfortunately, the United States are unlikely to lend money outside the British Empire. Our policy of shutting up the Empire market to ourselves, and preferring to buy from our Empire producers, would make it a monetary system that would cause in damage by excluding competitors. The only step to meet the difficulty is the establishment of a British system of sterling and a central bank for the Empire." xyxy=(170,264,314,393)
story-more-disorders xyxy=(482,38,624,370)
dateline: CHRISTCHURCH, May 28. xyxy=(983,765,1069,775)
subheadline: DENTAL TOOLS. xyxy=(994,908,1058,918)
subheadline: THE N.Z. DELEGATION. xyxy=(816,754,910,764)
dateline: NEW YORK, May 28. xyxy=(208,476,276,486)
paragraph: The Judge said that for a long time prior to the purchase of the goods the wife had had a weekly allowance of £5 15s with which she paid all the household expenses and bought clothes for herself and her husband. Last September the wife went to Sydney and she had admitted that she would have paid the drapery bill if she had not spent the money on the trip. The Judge concluded that the wife had never intended to contract the debt as an agent, but as a principal. She had never in the past left her husband any bills in respect to clothing. It was reasonable to infer that the parties regarded the wife's allowance as sufficient, and that was a good defence where no question arose as to the wife being an agent. The appeal was allowed with £3 3s costs. xyxy=(636,438,780,596)
source-credit: (United Press Association—By Electric Telegraph.—Copyright.) xyxy=(170,1030,314,1048)
story-general-cables xyxy=(946,882,1106,1093)
subheadline: SIX HURT, POLICE SUMMONED. xyxy=(664,106,752,126)
advertisement: Lost my lot on the icy breeze, Lost my balance and bruised my knees, Lost my nerve in the drenching rain, Lost my ticket and lost the train, Lost the chance for a business deal, Lost my temper and missed a meal, Lost, alas! most precious, be sure, Bottle o' Woods' Great Peppermint Cure. xyxy=(636,1037,780,1102)
